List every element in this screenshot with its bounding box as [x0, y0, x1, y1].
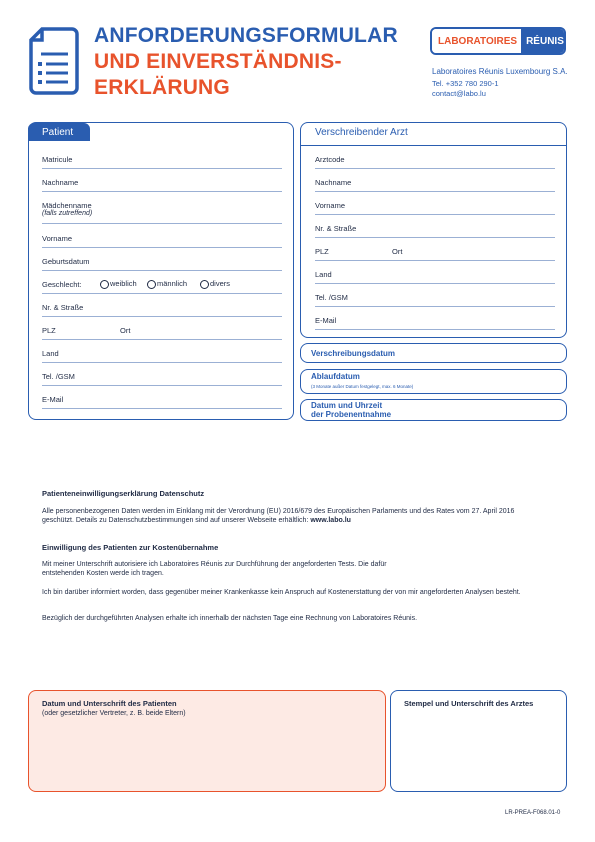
plz-ort-field[interactable]	[42, 339, 282, 340]
arzt-ort-label: Ort	[392, 247, 403, 256]
arzt-title-line	[300, 145, 567, 146]
arzt-plz-ort-field[interactable]	[315, 260, 555, 261]
strasse-label: Nr. & Straße	[42, 303, 84, 312]
maennlich-label: männlich	[157, 279, 188, 288]
radio-circle-icon	[147, 280, 156, 289]
arztcode-label: Arztcode	[315, 155, 345, 164]
geburtsdatum-label: Geburtsdatum	[42, 257, 90, 266]
patient-signature-title: Datum und Unterschrift des Patienten	[42, 699, 177, 708]
kosten-p1: Mit meiner Unterschrift autorisiere ich Laboratoires Réunis zur Durchführung der angeforderten Tests. Die dafür entstehenden Kosten werde ich tragen.	[42, 561, 387, 577]
radio-maennlich[interactable]	[147, 279, 187, 289]
patient-signature-note: (oder gesetzlicher Vertreter, z. B. beide Eltern)	[42, 710, 186, 717]
vorname-label: Vorname	[42, 234, 73, 243]
divers-label: divers	[210, 279, 231, 288]
tel-label: Tel. /GSM	[42, 372, 75, 381]
radio-weiblich[interactable]	[100, 279, 137, 289]
brand-logo	[430, 27, 566, 55]
arzt-vorname-field[interactable]	[315, 214, 555, 215]
arzt-nachname-label: Nachname	[315, 178, 352, 187]
nachname-label: Nachname	[42, 178, 79, 187]
maedchenname-field[interactable]	[42, 223, 282, 224]
arzt-plz-label: PLZ	[315, 247, 329, 256]
company-name: Laboratoires Réunis Luxembourg S.A.	[432, 67, 568, 76]
title-line-1: ANFORDERUNGSFORMULAR	[94, 24, 398, 47]
arztcode-field[interactable]	[315, 168, 555, 169]
email-field[interactable]	[42, 408, 282, 409]
probenentnahme-label-2: der Probenentnahme	[311, 410, 392, 419]
arzt-land-field[interactable]	[315, 283, 555, 284]
arzt-title: Verschreibender Arzt	[315, 127, 408, 138]
ort-label: Ort	[120, 326, 131, 335]
company-tel: Tel. +352 780 290-1	[432, 79, 499, 88]
land-label: Land	[42, 349, 59, 358]
arzt-strasse-field[interactable]	[315, 237, 555, 238]
form-document-icon	[28, 26, 80, 96]
weiblich-label: weiblich	[110, 279, 137, 288]
arzt-email-label: E-Mail	[315, 316, 337, 325]
document-number: LR-PREA-F068.01-0	[505, 810, 561, 816]
arzt-nachname-field[interactable]	[315, 191, 555, 192]
vorname-field[interactable]	[42, 247, 282, 248]
geburtsdatum-field[interactable]	[42, 270, 282, 271]
maedchenname-label: Mädchenname	[42, 201, 92, 210]
datenschutz-text	[42, 507, 542, 525]
plz-label: PLZ	[42, 326, 56, 335]
radio-circle-icon	[100, 280, 109, 289]
arzt-tel-label: Tel. /GSM	[315, 293, 348, 302]
strasse-field[interactable]	[42, 316, 282, 317]
title-line-2: UND EINVERSTÄNDNIS-	[94, 50, 342, 73]
arzt-signature-title: Stempel und Unterschrift des Arztes	[404, 699, 534, 708]
kosten-p3: Bezüglich der durchgeführten Analysen erhalte ich innerhalb der nächsten Tage eine Rechnung von Laboratoires Réunis.	[42, 615, 418, 622]
title-line-3: ERKLÄRUNG	[94, 76, 230, 99]
logo-text-2: RÉUNIS	[521, 29, 566, 53]
datenschutz-title: Patienteneinwilligungserklärung Datenschutz	[42, 489, 205, 498]
kosten-p2: Ich bin darüber informiert worden, dass gegenüber meiner Krankenkasse kein Anspruch auf Kostenerstattung der von mir angeforderten Analysen besteht.	[42, 589, 521, 596]
tel-field[interactable]	[42, 385, 282, 386]
geschlecht-line	[42, 293, 282, 294]
matricule-field[interactable]	[42, 168, 282, 169]
arzt-land-label: Land	[315, 270, 332, 279]
arzt-vorname-label: Vorname	[315, 201, 346, 210]
verschreibungsdatum-label: Verschreibungsdatum	[311, 349, 396, 358]
ablaufdatum-note: (3 Monate außer Datum festgelegt, max. 6 Monate)	[311, 384, 414, 389]
datenschutz-body: Alle personenbezogenen Daten werden im Einklang mit der Verordnung (EU) 2016/679 des Europäischen Parlaments und des Rates vom 27. April 2016 geschützt. Details zu Datenschutzbestimmungen sind auf unserer Webseite erhältlich:	[42, 508, 515, 524]
datenschutz-link[interactable]: www.labo.lu	[310, 517, 351, 524]
arzt-strasse-label: Nr. & Straße	[315, 224, 357, 233]
patient-tab: Patient	[28, 123, 90, 141]
company-email: contact@labo.lu	[432, 89, 486, 98]
kosten-title: Einwilligung des Patienten zur Kostenübernahme	[42, 543, 219, 552]
land-field[interactable]	[42, 362, 282, 363]
geschlecht-label: Geschlecht:	[42, 280, 82, 289]
arzt-email-field[interactable]	[315, 329, 555, 330]
email-label: E-Mail	[42, 395, 64, 404]
nachname-field[interactable]	[42, 191, 282, 192]
matricule-label: Matricule	[42, 155, 73, 164]
arzt-tel-field[interactable]	[315, 306, 555, 307]
probenentnahme-label-1: Datum und Uhrzeit	[311, 401, 383, 410]
maedchenname-note: (falls zutreffend)	[42, 210, 93, 217]
logo-text-1: LABORATOIRES	[432, 29, 521, 53]
ablaufdatum-label: Ablaufdatum	[311, 372, 360, 381]
radio-divers[interactable]	[200, 279, 230, 289]
radio-circle-icon	[200, 280, 209, 289]
